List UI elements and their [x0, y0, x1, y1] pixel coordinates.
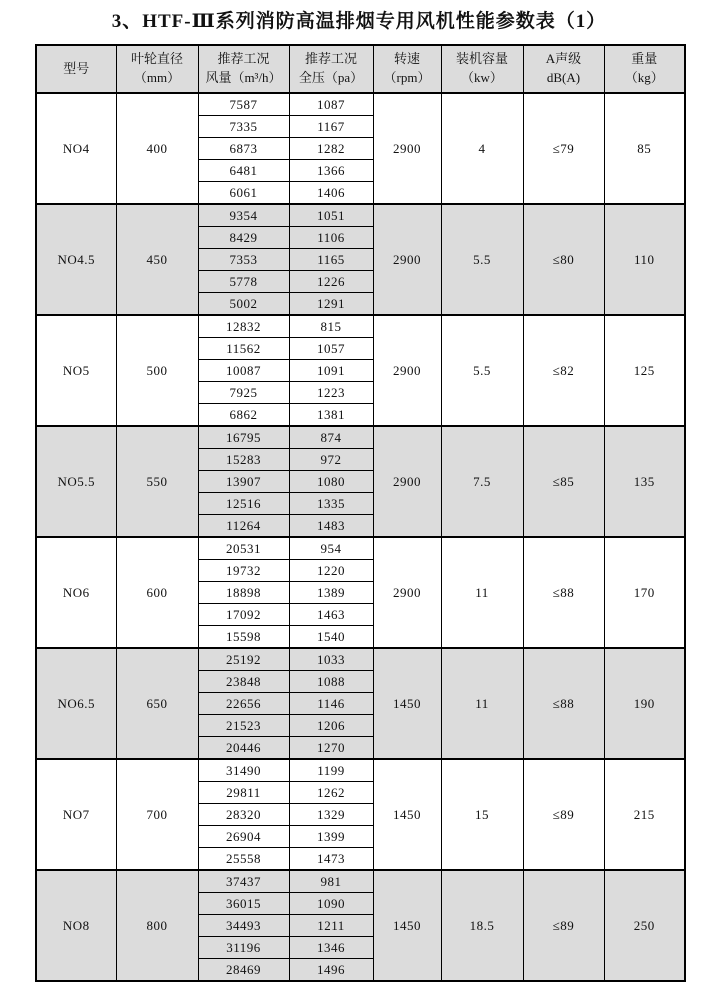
flow-cell: 22656: [198, 693, 289, 715]
header-weight: 重量 （kg）: [604, 45, 685, 93]
pressure-cell: 1057: [289, 338, 373, 360]
fan-spec-table: [35, 44, 686, 982]
diameter-cell: 450: [116, 204, 198, 315]
weight-cell: 170: [604, 537, 685, 648]
flow-cell: 15283: [198, 449, 289, 471]
model-cell: NO5.5: [36, 426, 116, 537]
flow-cell: 17092: [198, 604, 289, 626]
flow-cell: 9354: [198, 204, 289, 227]
flow-cell: 36015: [198, 893, 289, 915]
flow-cell: 20531: [198, 537, 289, 560]
flow-cell: 18898: [198, 582, 289, 604]
flow-cell: 19732: [198, 560, 289, 582]
flow-cell: 7335: [198, 116, 289, 138]
flow-cell: 20446: [198, 737, 289, 760]
weight-cell: 110: [604, 204, 685, 315]
header-flow: 推荐工况 风量（m³/h）: [198, 45, 289, 93]
flow-cell: 5778: [198, 271, 289, 293]
noise-cell: ≤89: [523, 870, 604, 981]
table-row: [36, 537, 685, 560]
model-cell: NO4.5: [36, 204, 116, 315]
model-cell: NO6: [36, 537, 116, 648]
diameter-cell: 400: [116, 93, 198, 204]
header-model: [36, 45, 116, 93]
table-row: [36, 315, 685, 338]
pressure-cell: 981: [289, 870, 373, 893]
pressure-cell: 1211: [289, 915, 373, 937]
pressure-cell: 1463: [289, 604, 373, 626]
rpm-cell: 2900: [373, 537, 441, 648]
pressure-cell: 1291: [289, 293, 373, 316]
flow-cell: 29811: [198, 782, 289, 804]
pressure-cell: 954: [289, 537, 373, 560]
noise-cell: ≤79: [523, 93, 604, 204]
header-pressure: 推荐工况 全压（pa）: [289, 45, 373, 93]
rpm-cell: 2900: [373, 426, 441, 537]
power-cell: 11: [441, 537, 523, 648]
table-row: [36, 426, 685, 449]
pressure-cell: 1223: [289, 382, 373, 404]
weight-cell: 85: [604, 93, 685, 204]
weight-cell: 125: [604, 315, 685, 426]
pressure-cell: 874: [289, 426, 373, 449]
table-row: [36, 93, 685, 116]
diameter-cell: 500: [116, 315, 198, 426]
power-cell: 11: [441, 648, 523, 759]
model-cell: NO7: [36, 759, 116, 870]
flow-cell: 37437: [198, 870, 289, 893]
pressure-cell: 1091: [289, 360, 373, 382]
flow-cell: 7353: [198, 249, 289, 271]
pressure-cell: 972: [289, 449, 373, 471]
rpm-cell: 2900: [373, 315, 441, 426]
noise-cell: ≤85: [523, 426, 604, 537]
flow-cell: 26904: [198, 826, 289, 848]
flow-cell: 31196: [198, 937, 289, 959]
noise-cell: ≤88: [523, 648, 604, 759]
pressure-cell: 1090: [289, 893, 373, 915]
pressure-cell: 1033: [289, 648, 373, 671]
flow-cell: 7925: [198, 382, 289, 404]
header-diameter: 叶轮直径 （mm）: [116, 45, 198, 93]
rpm-cell: 1450: [373, 870, 441, 981]
noise-cell: ≤89: [523, 759, 604, 870]
pressure-cell: 1496: [289, 959, 373, 982]
pressure-cell: 1226: [289, 271, 373, 293]
pressure-cell: 1366: [289, 160, 373, 182]
diameter-cell: 650: [116, 648, 198, 759]
flow-cell: 28320: [198, 804, 289, 826]
flow-cell: 6061: [198, 182, 289, 205]
pressure-cell: 1473: [289, 848, 373, 871]
rpm-cell: 2900: [373, 204, 441, 315]
rpm-cell: 1450: [373, 759, 441, 870]
power-cell: 18.5: [441, 870, 523, 981]
flow-cell: 6873: [198, 138, 289, 160]
flow-cell: 6481: [198, 160, 289, 182]
header-row: [36, 45, 685, 93]
flow-cell: 25558: [198, 848, 289, 871]
flow-cell: 10087: [198, 360, 289, 382]
pressure-cell: 1220: [289, 560, 373, 582]
header-power: 装机容量 （kw）: [441, 45, 523, 93]
page-title: 3、HTF-Ⅲ系列消防高温排烟专用风机性能参数表（1）: [111, 11, 607, 32]
pressure-cell: 1346: [289, 937, 373, 959]
diameter-cell: 700: [116, 759, 198, 870]
table-row: [36, 204, 685, 227]
pressure-cell: 1389: [289, 582, 373, 604]
pressure-cell: 1080: [289, 471, 373, 493]
flow-cell: 31490: [198, 759, 289, 782]
flow-cell: 23848: [198, 671, 289, 693]
flow-cell: 34493: [198, 915, 289, 937]
power-cell: 5.5: [441, 315, 523, 426]
pressure-cell: 1206: [289, 715, 373, 737]
pressure-cell: 1106: [289, 227, 373, 249]
pressure-cell: 1483: [289, 515, 373, 538]
header-noise: A声级 dB(A): [523, 45, 604, 93]
spec-table-body: [36, 93, 685, 981]
pressure-cell: 1406: [289, 182, 373, 205]
diameter-cell: 800: [116, 870, 198, 981]
table-row: [36, 648, 685, 671]
rpm-cell: 2900: [373, 93, 441, 204]
pressure-cell: 1087: [289, 93, 373, 116]
table-row: [36, 870, 685, 893]
flow-cell: 15598: [198, 626, 289, 649]
flow-cell: 12832: [198, 315, 289, 338]
header-rpm: 转速 （rpm）: [373, 45, 441, 93]
pressure-cell: 1088: [289, 671, 373, 693]
pressure-cell: 1381: [289, 404, 373, 427]
pressure-cell: 1399: [289, 826, 373, 848]
power-cell: 7.5: [441, 426, 523, 537]
noise-cell: ≤88: [523, 537, 604, 648]
pressure-cell: 1199: [289, 759, 373, 782]
weight-cell: 135: [604, 426, 685, 537]
noise-cell: ≤82: [523, 315, 604, 426]
flow-cell: 11562: [198, 338, 289, 360]
pressure-cell: 1540: [289, 626, 373, 649]
pressure-cell: 1051: [289, 204, 373, 227]
diameter-cell: 550: [116, 426, 198, 537]
noise-cell: ≤80: [523, 204, 604, 315]
diameter-cell: 600: [116, 537, 198, 648]
flow-cell: 25192: [198, 648, 289, 671]
pressure-cell: 1335: [289, 493, 373, 515]
flow-cell: 21523: [198, 715, 289, 737]
model-cell: NO4: [36, 93, 116, 204]
flow-cell: 7587: [198, 93, 289, 116]
flow-cell: 13907: [198, 471, 289, 493]
table-header: [36, 45, 685, 93]
model-cell: NO8: [36, 870, 116, 981]
power-cell: 15: [441, 759, 523, 870]
flow-cell: 11264: [198, 515, 289, 538]
header-model-label: 型号: [63, 60, 90, 76]
pressure-cell: 1282: [289, 138, 373, 160]
pressure-cell: 1165: [289, 249, 373, 271]
flow-cell: 6862: [198, 404, 289, 427]
power-cell: 5.5: [441, 204, 523, 315]
rpm-cell: 1450: [373, 648, 441, 759]
pressure-cell: 1146: [289, 693, 373, 715]
flow-cell: 8429: [198, 227, 289, 249]
pressure-cell: 1262: [289, 782, 373, 804]
table-row: [36, 759, 685, 782]
flow-cell: 5002: [198, 293, 289, 316]
flow-cell: 16795: [198, 426, 289, 449]
weight-cell: 250: [604, 870, 685, 981]
weight-cell: 190: [604, 648, 685, 759]
flow-cell: 28469: [198, 959, 289, 982]
pressure-cell: 815: [289, 315, 373, 338]
power-cell: 4: [441, 93, 523, 204]
pressure-cell: 1329: [289, 804, 373, 826]
weight-cell: 215: [604, 759, 685, 870]
model-cell: NO6.5: [36, 648, 116, 759]
pressure-cell: 1167: [289, 116, 373, 138]
flow-cell: 12516: [198, 493, 289, 515]
pressure-cell: 1270: [289, 737, 373, 760]
model-cell: NO5: [36, 315, 116, 426]
